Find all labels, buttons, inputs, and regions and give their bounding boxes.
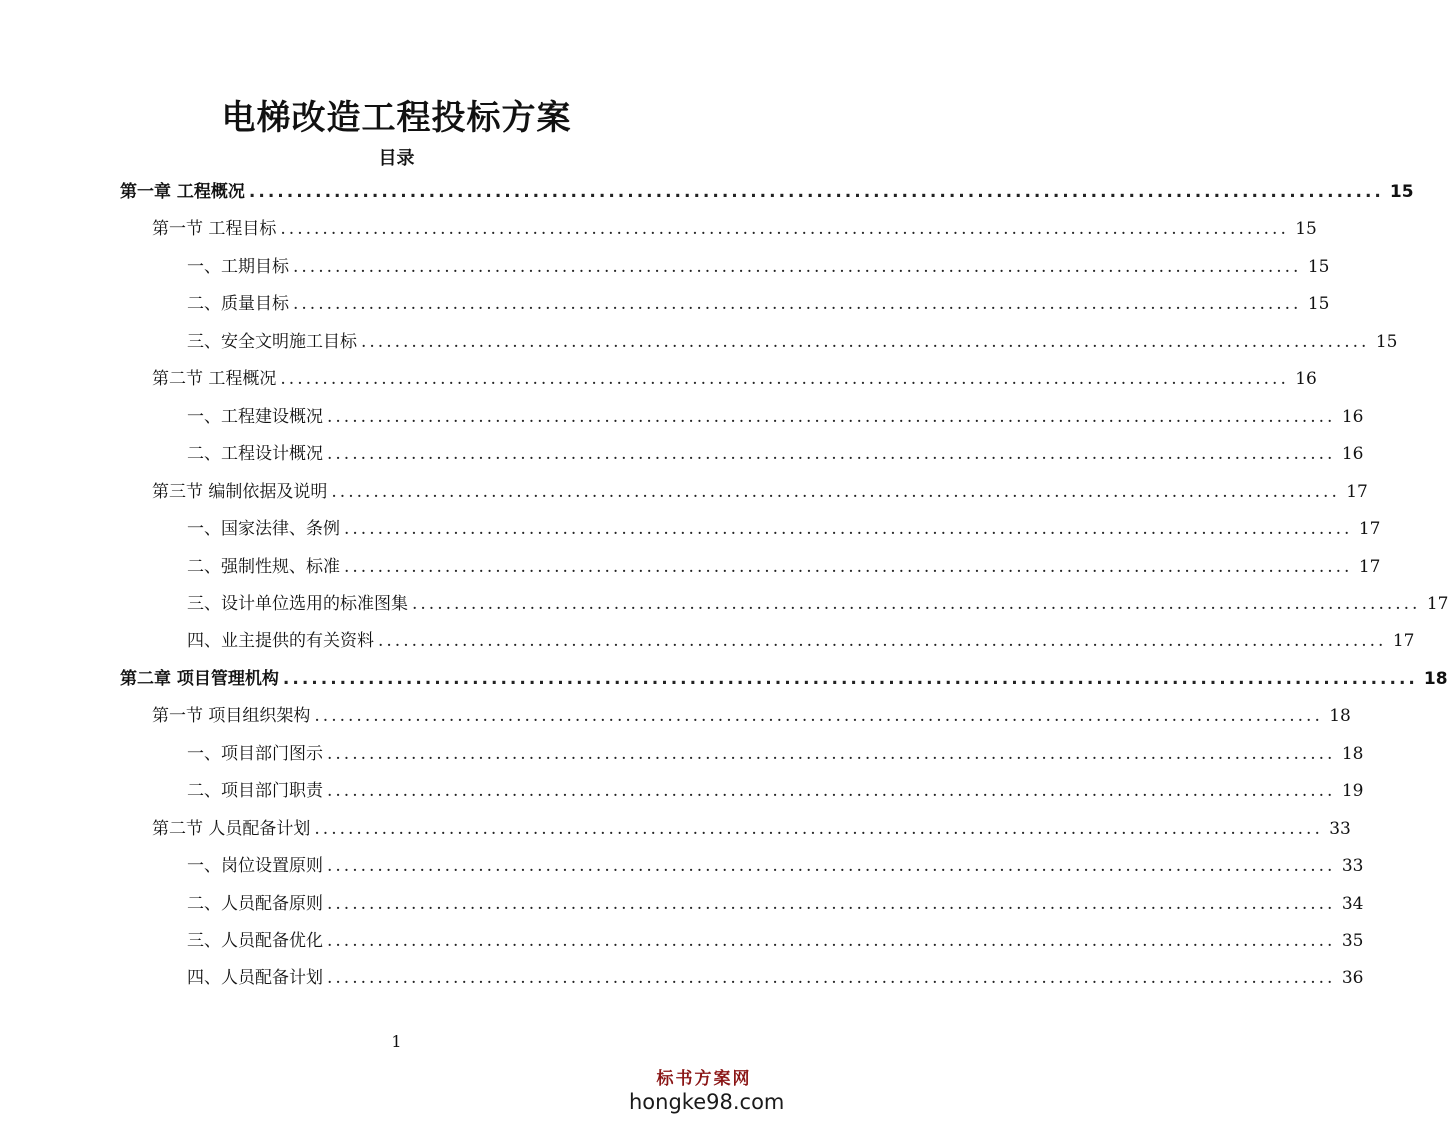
toc-section-entry[interactable] <box>152 698 1351 735</box>
toc-page-number: 16 <box>1341 444 1364 465</box>
toc-subsection-entry[interactable] <box>187 773 1364 810</box>
toc-subsection-entry[interactable] <box>187 286 1330 323</box>
toc-entry-title: 第一节 项目组织架构 <box>152 706 311 727</box>
toc-heading: 目录 <box>378 148 415 169</box>
toc-page-number: 15 <box>1307 294 1330 315</box>
toc-dot-leader: ........................................................................................................................ <box>293 294 1302 315</box>
toc-dot-leader: ........................................................................................................................ <box>282 668 1418 689</box>
toc-subsection-entry[interactable] <box>187 886 1364 923</box>
toc-entry-title: 二、人员配备原则 <box>187 893 323 914</box>
toc-subsection-entry[interactable] <box>187 436 1364 473</box>
toc-dot-leader: ........................................................................................................................ <box>280 369 1289 390</box>
toc-page-number: 18 <box>1329 706 1351 727</box>
toc-dot-leader: ........................................................................................................................ <box>327 406 1336 427</box>
watermark-url: hongke98.com <box>629 1090 785 1114</box>
toc-entry-title: 三、设计单位选用的标准图集 <box>187 593 408 614</box>
toc-page-number: 15 <box>1375 331 1398 352</box>
toc-dot-leader: ........................................................................................................................ <box>327 856 1336 877</box>
toc-dot-leader: ........................................................................................................................ <box>248 182 1384 202</box>
toc-subsection-entry[interactable] <box>187 623 1415 660</box>
toc-dot-leader: ........................................................................................................................ <box>327 444 1336 465</box>
toc-section-entry[interactable] <box>152 211 1317 248</box>
toc-page-number: 16 <box>1295 369 1317 390</box>
toc-subsection-entry[interactable] <box>187 848 1364 885</box>
toc-dot-leader: ........................................................................................................................ <box>314 818 1323 839</box>
toc-section-entry[interactable] <box>152 474 1368 511</box>
toc-page-number: 34 <box>1341 893 1364 914</box>
toc-subsection-entry[interactable] <box>187 960 1364 997</box>
watermark-brand-name: 标书方案网 <box>656 1069 752 1089</box>
toc-section-entry[interactable] <box>152 811 1351 848</box>
toc-entry-title: 一、项目部门图示 <box>187 743 323 764</box>
toc-dot-leader: ........................................................................................................................ <box>344 556 1353 577</box>
toc-subsection-entry[interactable] <box>187 511 1381 548</box>
toc-entry-title: 第二章 项目管理机构 <box>120 668 279 689</box>
toc-entry-title: 第三节 编制依据及说明 <box>152 481 328 502</box>
toc-page-number: 17 <box>1358 556 1381 577</box>
toc-subsection-entry[interactable] <box>187 586 1448 623</box>
toc-page-number: 36 <box>1341 968 1364 989</box>
toc-page-number: 17 <box>1426 593 1448 614</box>
toc-entry-title: 三、安全文明施工目标 <box>187 331 357 352</box>
toc-entry-title: 二、工程设计概况 <box>187 444 323 465</box>
toc-page-number: 15 <box>1389 182 1414 202</box>
toc-page-number: 18 <box>1341 743 1364 764</box>
toc-dot-leader: ........................................................................................................................ <box>361 331 1370 352</box>
page-number: 1 <box>391 1032 402 1051</box>
toc-page-number: 17 <box>1358 519 1381 540</box>
toc-subsection-entry[interactable] <box>187 923 1364 960</box>
toc-dot-leader: ........................................................................................................................ <box>344 519 1353 540</box>
toc-dot-leader: ........................................................................................................................ <box>293 256 1302 277</box>
toc-dot-leader: ........................................................................................................................ <box>314 706 1323 727</box>
toc-subsection-entry[interactable] <box>187 549 1381 586</box>
toc-entry-title: 四、人员配备计划 <box>187 968 323 989</box>
toc-page-number: 35 <box>1341 931 1364 951</box>
toc-page-number: 18 <box>1423 668 1448 689</box>
watermark-logo <box>629 1068 785 1114</box>
toc-subsection-entry[interactable] <box>187 399 1364 436</box>
toc-entry-title: 一、工期目标 <box>187 256 289 277</box>
toc-page-number: 19 <box>1341 781 1364 802</box>
toc-chapter-entry[interactable] <box>120 174 1414 211</box>
toc-entry-title: 二、强制性规、标准 <box>187 556 340 577</box>
toc-entry-title: 二、项目部门职责 <box>187 781 323 802</box>
toc-subsection-entry[interactable] <box>187 249 1330 286</box>
toc-page-number: 33 <box>1329 818 1351 839</box>
toc-dot-leader: ........................................................................................................................ <box>327 931 1336 951</box>
toc-page-number: 17 <box>1346 481 1368 502</box>
toc-entry-title: 第二节 人员配备计划 <box>152 818 311 839</box>
toc-subsection-entry[interactable] <box>187 324 1398 361</box>
toc-dot-leader: ........................................................................................................................ <box>327 781 1336 802</box>
toc-dot-leader: ........................................................................................................................ <box>327 893 1336 914</box>
toc-entry-title: 三、人员配备优化 <box>187 931 323 951</box>
toc-page-number: 15 <box>1295 219 1317 240</box>
toc-page-number: 15 <box>1307 256 1330 277</box>
toc-entry-title: 四、业主提供的有关资料 <box>187 631 374 652</box>
toc-dot-leader: ........................................................................................................................ <box>412 593 1421 614</box>
toc-page-number: 33 <box>1341 856 1364 877</box>
document-title: 电梯改造工程投标方案 <box>221 98 572 138</box>
toc-subsection-entry[interactable] <box>187 736 1364 773</box>
toc-entry-title: 第一节 工程目标 <box>152 219 277 240</box>
toc-entry-title: 一、国家法律、条例 <box>187 519 340 540</box>
toc-entry-title: 第二节 工程概况 <box>152 369 277 390</box>
toc-dot-leader: ........................................................................................................................ <box>327 968 1336 989</box>
toc-dot-leader: ........................................................................................................................ <box>280 219 1289 240</box>
toc-page-number: 17 <box>1392 631 1415 652</box>
toc-entry-title: 一、岗位设置原则 <box>187 856 323 877</box>
toc-entry-title: 一、工程建设概况 <box>187 406 323 427</box>
toc-dot-leader: ........................................................................................................................ <box>331 481 1340 502</box>
toc-section-entry[interactable] <box>152 361 1317 398</box>
toc-entry-title: 第一章 工程概况 <box>120 182 245 202</box>
toc-dot-leader: ........................................................................................................................ <box>327 743 1336 764</box>
toc-chapter-entry[interactable] <box>120 661 1448 698</box>
toc-page-number: 16 <box>1341 406 1364 427</box>
toc-dot-leader: ........................................................................................................................ <box>378 631 1387 652</box>
toc-entry-title: 二、质量目标 <box>187 294 289 315</box>
